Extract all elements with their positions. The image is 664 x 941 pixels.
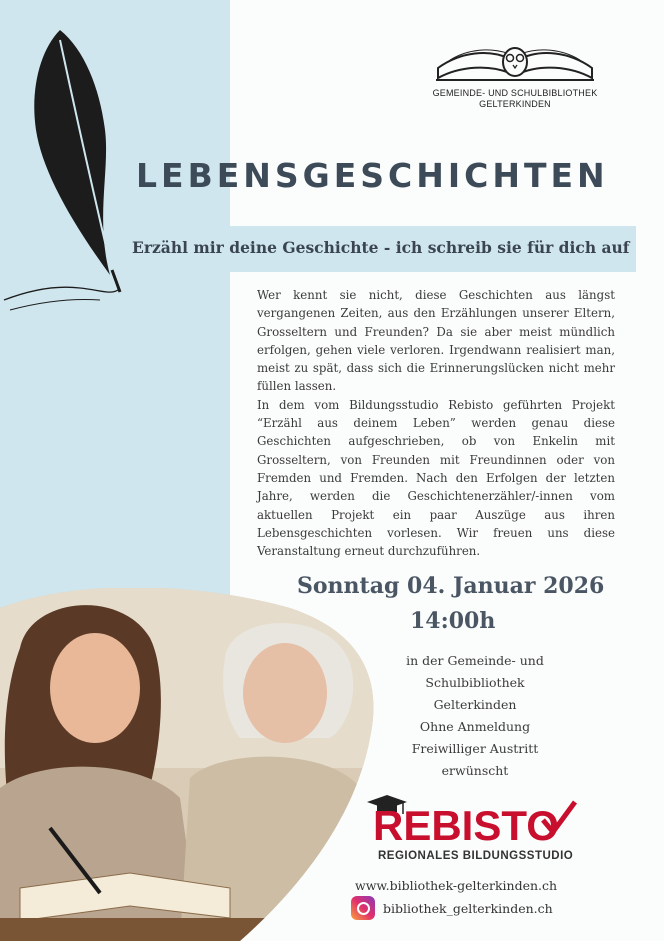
venue-line: Freiwilliger Austritt [411, 741, 539, 756]
website-url[interactable]: www.bibliothek-gelterkinden.ch [355, 878, 558, 893]
event-venue [385, 650, 565, 782]
library-logo [425, 34, 605, 110]
venue-line: Ohne Anmeldung [419, 719, 531, 734]
venue-line: erwünscht [441, 763, 509, 778]
instagram-handle: bibliothek_gelterkinden.ch [383, 900, 553, 916]
logo-line-1: GEMEINDE- UND SCHULBIBLIOTHEK [432, 88, 598, 98]
rebisto-wordmark: REBISTO [373, 802, 559, 847]
instagram-icon [351, 896, 375, 920]
instagram-row[interactable] [351, 896, 553, 920]
quill-icon [0, 20, 150, 320]
venue-line: Gelterkinden [433, 697, 517, 712]
logo-line-2: GELTERKINDEN [479, 99, 551, 109]
rebisto-logo [365, 792, 580, 847]
event-time: 14:00h [410, 608, 496, 634]
venue-line: Schulbibliothek [425, 675, 525, 690]
body-paragraph-2: In dem vom Bildungsstudio Rebisto geführten Projekt “Erzähl aus deinem Leben” werden genau diese Geschichten aufgeschrieben, ob von Enkelin mit Grosseltern, von Freunden mit Freundinnen oder von Fremden und Fremden. Nach den Erfolgen der letzten Jahre, werden die Geschichtenerzähler/-innen vom aktuellen Projekt ein paar Auszüge aus ihren Lebensgeschichten vorlesen. Wir freuen uns diese Veranstaltung erneut durchzuführen. [257, 397, 615, 559]
rebisto-tagline: REGIONALES BILDUNGSSTUDIO [378, 850, 574, 862]
page-title: LEBENSGESCHICHTEN [136, 156, 609, 195]
photo-women-writing [0, 588, 380, 941]
body-text [257, 286, 615, 560]
event-date: Sonntag 04. Januar 2026 [297, 573, 605, 599]
body-paragraph-1: Wer kennt sie nicht, diese Geschichten aus längst vergangenen Zeiten, aus den Erzählungen unserer Eltern, Grosseltern und Freunden? Da sie aber meist mündlich erfolgen, gehen viele verloren. Irgendwann realisiert man, meist zu spät, dass sich die Erinnerungslücken nicht mehr füllen lassen. [257, 288, 615, 394]
subtitle: Erzähl mir deine Geschichte - ich schreib sie für dich auf [132, 238, 630, 257]
venue-line: in der Gemeinde- und [406, 653, 544, 668]
book-owl-logo [430, 34, 600, 84]
